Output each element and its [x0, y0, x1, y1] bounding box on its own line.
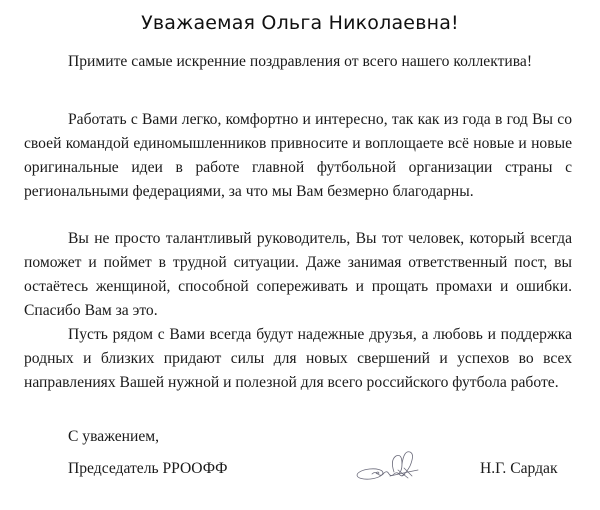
- signer-position: Председатель РРООФФ: [68, 460, 228, 477]
- letter-paragraph-2: Работать с Вами легко, комфортно и интересно, так как из года в год Вы со своей командой единомышленников привносите и воплощаете всё новые и новые оригинальные идеи в работе главной футбольной организации страны с региональными федерациями, за что мы Вам безмерно благодарны.: [24, 111, 572, 200]
- letter-paragraph-4: Пусть рядом с Вами всегда будут надежные друзья, а любовь и поддержка родных и близких придают силы для новых свершений и успехов во всех направлениях Вашей нужной и полезной для всего российского футбола работе.: [24, 326, 572, 391]
- signer-name: Н.Г. Сардак: [480, 460, 558, 477]
- signature-block: [0, 458, 600, 488]
- letter-salutation: Уважаемая Ольга Николаевна!: [141, 12, 459, 34]
- signature-icon: [350, 446, 430, 486]
- letter-paragraph-1: Примите самые искренние поздравления от всего нашего коллектива!: [68, 53, 533, 70]
- letter-paragraph-3: Вы не просто талантливый руководитель, Вы тот человек, который всегда поможет и поймет в трудной ситуации. Даже занимая ответственный пост, вы остаётесь женщиной, способной сопереживать и прощать промахи и ошибки. Спасибо Вам за это.: [24, 230, 572, 319]
- letter-closing: С уважением,: [68, 428, 160, 445]
